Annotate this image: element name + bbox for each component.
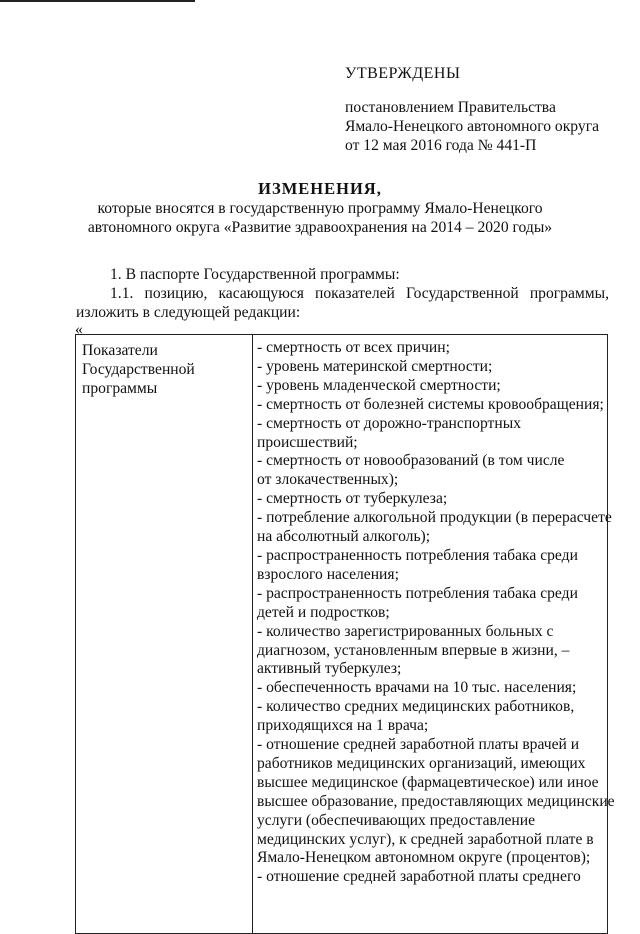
indicator-line: Ямало-Ненецком автономном округе (процентов); <box>257 849 591 867</box>
indicator-line: - распространенность потребления табака среди <box>257 546 578 564</box>
table-left-cell <box>82 341 247 398</box>
approval-title: УТВЕРЖДЕНЫ <box>345 65 461 82</box>
indicator-line: - отношение средней заработной платы врачей и <box>257 736 580 754</box>
paragraph-1-1 <box>76 284 609 322</box>
indicator-line: - количество средних медицинских работников, <box>257 698 575 716</box>
indicator-line: - смертность от всех причин; <box>257 339 450 356</box>
indicator-line: - смертность от новообразований (в том числе <box>257 452 565 470</box>
indicator-line: - отношение средней заработной платы среднего <box>257 868 581 886</box>
indicator-line: - обеспеченность врачами на 10 тыс. населения; <box>257 679 577 697</box>
indicator-line: от злокачественных); <box>257 471 399 489</box>
approval-block <box>345 64 625 155</box>
top-rule <box>0 0 195 2</box>
approval-line: Ямало-Ненецкого автономного округа <box>345 118 600 135</box>
indicator-line: - распространенность потребления табака среди <box>257 584 578 602</box>
table-right-cell <box>257 339 615 887</box>
heading-subtitle-line: автономного округа «Развитие здравоохранения на 2014 – 2020 годы» <box>87 219 553 236</box>
heading-title: ИЗМЕНЕНИЯ, <box>258 179 382 198</box>
indicator-line: медицинских услуг), к средней заработной плате в <box>257 830 594 848</box>
left-cell-line: Показатели <box>82 342 158 359</box>
indicator-line: - уровень материнской смертности; <box>257 357 493 375</box>
left-cell-line: Государственной <box>82 361 195 378</box>
indicator-line: - уровень младенческой смертности; <box>257 376 501 394</box>
indicator-line: - смертность от болезней системы кровообращения; <box>257 395 604 413</box>
indicator-line: - смертность от туберкулеза; <box>257 490 448 508</box>
document-heading <box>60 179 580 237</box>
table-column-divider <box>252 335 253 933</box>
indicator-line: - потребление алкогольной продукции (в перерасчете <box>257 509 612 527</box>
indicator-line: услуги (обеспечивающих предоставление <box>257 811 536 829</box>
indicator-line: детей и подростков; <box>257 603 390 621</box>
paragraph-1-1-line: изложить в следующей редакции: <box>76 304 301 321</box>
opening-quote: « <box>75 321 83 338</box>
approval-line: от 12 мая 2016 года № 441-П <box>345 137 537 154</box>
indicator-line: высшее медицинское (фармацевтическое) или иное <box>257 773 599 791</box>
indicator-line: работников медицинских организаций, имеющих <box>257 754 586 772</box>
approval-line: постановлением Правительства <box>345 99 556 116</box>
indicator-line: диагнозом, установленным впервые в жизни, – <box>257 641 570 659</box>
indicator-line: активный туберкулез; <box>257 660 402 678</box>
indicator-line: происшествий; <box>257 433 358 451</box>
left-cell-line: программы <box>82 380 158 397</box>
indicator-line: - количество зарегистрированных больных с <box>257 622 554 640</box>
indicator-line: высшее образование, предоставляющих медицинские <box>257 792 615 810</box>
paragraph-1-1-line: 1.1. позицию, касающуюся показателей Государственной программы, <box>110 285 609 302</box>
indicator-line: - смертность от дорожно-транспортных <box>257 414 521 432</box>
indicator-line: приходящихся на 1 врача; <box>257 717 429 735</box>
indicator-line: взрослого населения; <box>257 565 399 583</box>
heading-subtitle-line: которые вносятся в государственную программу Ямало-Ненецкого <box>97 200 543 217</box>
passport-table <box>75 334 615 934</box>
indicator-line: на абсолютный алкоголь); <box>257 528 431 546</box>
paragraph-1: 1. В паспорте Государственной программы: <box>110 266 400 283</box>
